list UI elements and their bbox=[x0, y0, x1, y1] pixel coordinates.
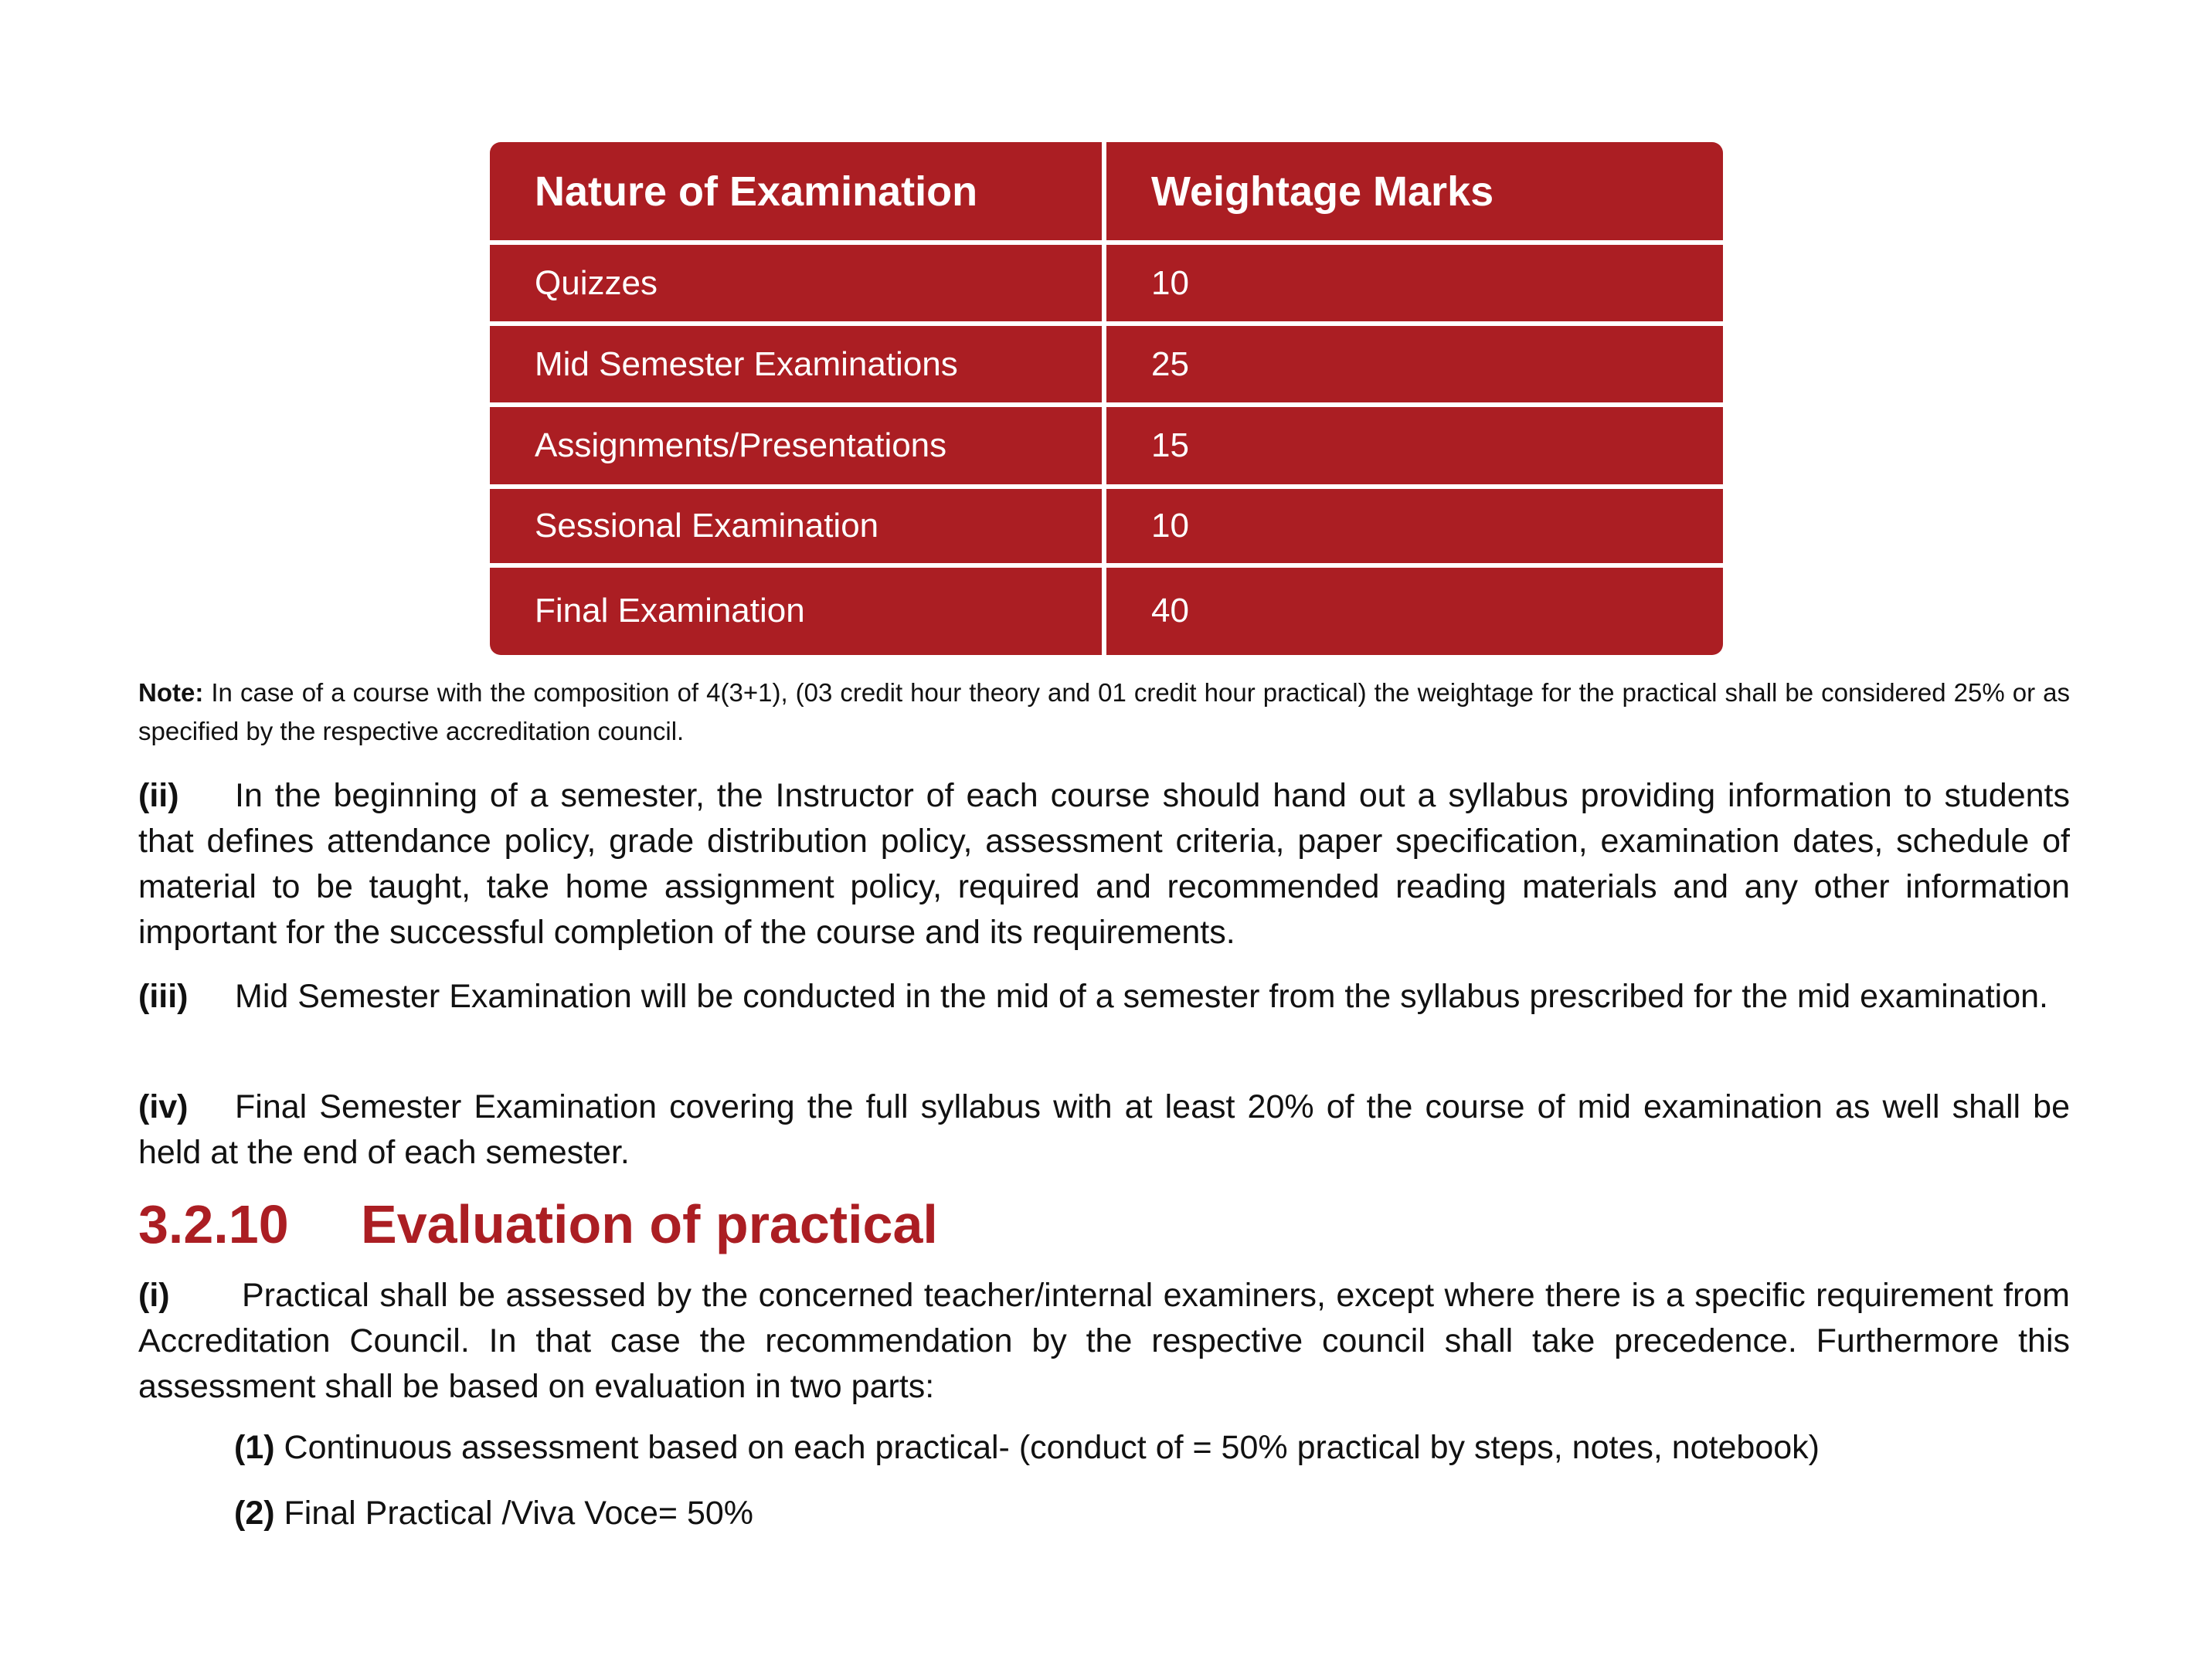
practical-item bbox=[234, 1491, 753, 1536]
header-nature-of-examination: Nature of Examination bbox=[490, 142, 1104, 243]
table-cell-marks: 10 bbox=[1104, 243, 1723, 324]
item-number: (2) bbox=[234, 1495, 275, 1532]
paragraph-iv bbox=[138, 1084, 2070, 1176]
table-row bbox=[490, 487, 1723, 565]
table-cell-nature: Final Examination bbox=[490, 565, 1104, 655]
weightage-table bbox=[490, 142, 1723, 655]
note-text: In case of a course with the composition of 4(3+1), (03 credit hour theory and 01 credit hour practical) the weightage for the practical shall be considered 25% or as specified by the respective accreditation council. bbox=[138, 678, 2070, 745]
table-row bbox=[490, 565, 1723, 655]
table-cell-nature: Mid Semester Examinations bbox=[490, 324, 1104, 405]
practical-paragraph-i bbox=[138, 1273, 2070, 1410]
paragraph-text: Practical shall be assessed by the concerned teacher/internal examiners, except where there is a specific requirement from Accreditation Council. In that case the recommendation by the respective council shall take precedence. Furthermore this assessment shall be based on evaluation in two parts: bbox=[138, 1277, 2070, 1405]
section-number: 3.2.10 bbox=[138, 1194, 289, 1254]
paragraph-number: (iii) bbox=[138, 978, 189, 1015]
note-paragraph bbox=[138, 674, 2070, 751]
paragraph-number: (iv) bbox=[138, 1088, 189, 1125]
weightage-table-grid bbox=[490, 142, 1723, 655]
paragraph-number: (i) bbox=[138, 1277, 170, 1314]
practical-item bbox=[234, 1425, 1820, 1471]
table-cell-marks: 40 bbox=[1151, 592, 1189, 630]
item-number: (1) bbox=[234, 1429, 275, 1466]
table-cell-marks: 25 bbox=[1104, 324, 1723, 405]
section-heading bbox=[138, 1190, 938, 1259]
table-cell-nature: Sessional Examination bbox=[490, 487, 1104, 565]
header-weightage-marks: Weightage Marks bbox=[1104, 142, 1723, 243]
section-title: Evaluation of practical bbox=[361, 1194, 938, 1254]
table-row bbox=[490, 324, 1723, 405]
paragraph-text: Final Semester Examination covering the full syllabus with at least 20% of the course of mid examination as well shall be held at the end of each semester. bbox=[138, 1088, 2070, 1171]
paragraph-text: In the beginning of a semester, the Instructor of each course should hand out a syllabus providing information to students that defines attendance policy, grade distribution policy, assessment criteria, paper specification, examination dates, schedule of material to be taught, take home assignment policy, required and recommended reading materials and any other information important for the successful completion of the course and its requirements. bbox=[138, 777, 2070, 951]
item-text: Final Practical /Viva Voce= 50% bbox=[274, 1495, 754, 1532]
paragraph-ii bbox=[138, 773, 2070, 955]
table-cell-nature: Quizzes bbox=[490, 243, 1104, 324]
table-cell-nature: Assignments/Presentations bbox=[490, 405, 1104, 486]
table-row bbox=[490, 405, 1723, 486]
paragraph-iii bbox=[138, 974, 2070, 1020]
item-text: Continuous assessment based on each practical- (conduct of = 50% practical by steps, notes, notebook) bbox=[274, 1429, 1820, 1466]
table-row bbox=[490, 243, 1723, 324]
table-header-row bbox=[490, 142, 1723, 243]
table-cell-marks: 10 bbox=[1104, 487, 1723, 565]
paragraph-text: Mid Semester Examination will be conducted in the mid of a semester from the syllabus prescribed for the mid examination. bbox=[235, 978, 2048, 1015]
table-cell-marks: 15 bbox=[1104, 405, 1723, 486]
note-label: Note: bbox=[138, 678, 204, 707]
paragraph-number: (ii) bbox=[138, 777, 179, 814]
